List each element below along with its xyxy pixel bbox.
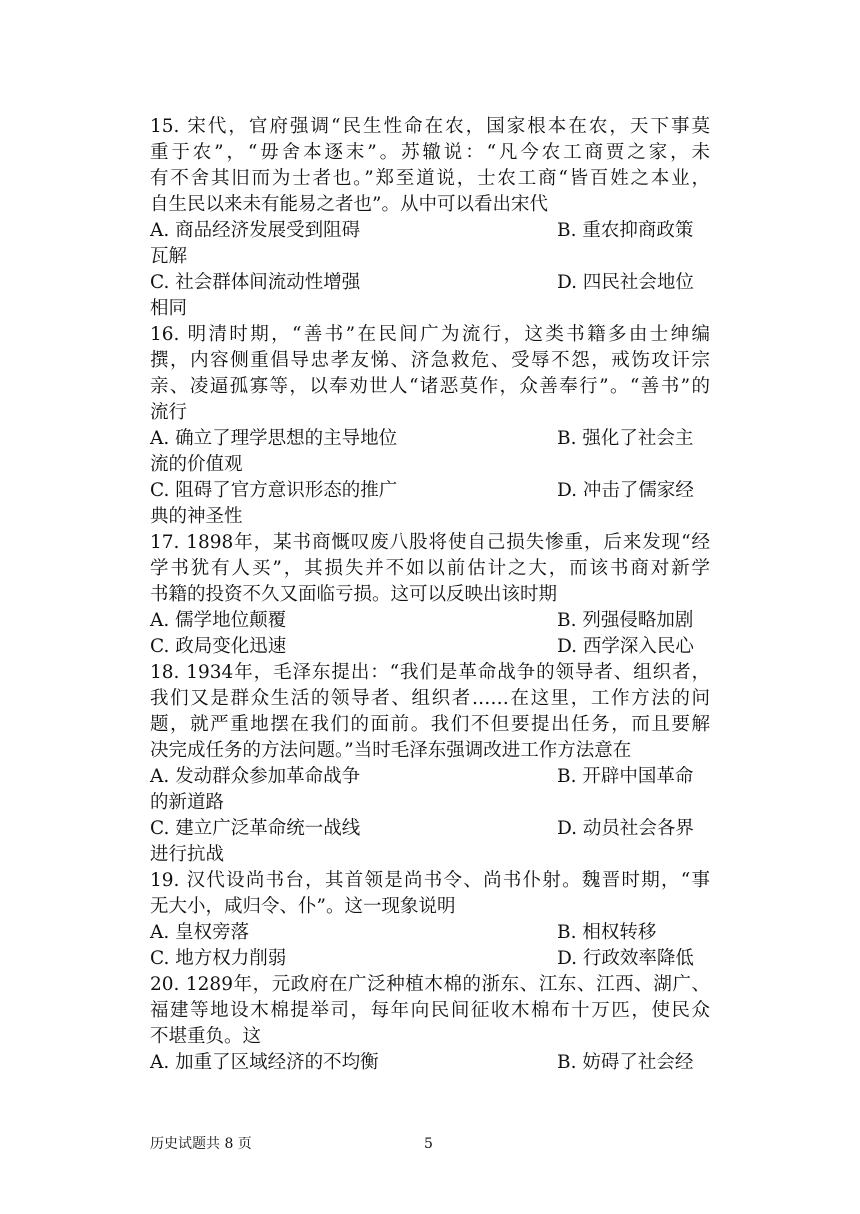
option-wrap-line: 的新道路 <box>150 792 225 813</box>
option-right: D. 冲击了儒家经 <box>557 480 694 501</box>
question-stem-line: 撰，内容侧重倡导忠孝友悌、济急救危、受辱不怨，戒饬攻讦宗 <box>150 350 710 371</box>
option-right: B. 相权转移 <box>557 922 657 943</box>
option-right: B. 强化了社会主 <box>557 428 694 449</box>
question-stem-line: 有不舍其旧而为士者也。”郑至道说，士农工商“皆百姓之本业， <box>150 168 710 189</box>
option-left: A. 儒学地位颠覆 <box>150 610 287 631</box>
option-wrap-line: 瓦解 <box>150 246 188 267</box>
option-right: D. 动员社会各界 <box>557 818 694 839</box>
option-row <box>150 920 710 946</box>
option-row <box>150 270 710 296</box>
option-row <box>150 816 710 842</box>
question-stem-line: 学书犹有人买”，其损失并不如以前估计之大，而该书商对新学 <box>150 558 710 579</box>
question-block <box>150 660 710 868</box>
question-stem-line: 15. 宋代，官府强调“民生性命在农，国家根本在农，天下事莫 <box>150 116 710 137</box>
option-right: D. 西学深入民心 <box>557 636 694 657</box>
question-stem-line: 18. 1934年，毛泽东提出：“我们是革命战争的领导者、组织者， <box>150 662 710 683</box>
question-stem-line: 20. 1289年，元政府在广泛种植木棉的浙东、江东、江西、湖广、 <box>150 974 710 995</box>
question-stem-line: 题，就严重地摆在我们的面前。我们不但要提出任务，而且要解 <box>150 714 710 735</box>
question-stem-line: 17. 1898年，某书商慨叹废八股将使自己损失惨重，后来发现“经 <box>150 532 710 553</box>
option-left: C. 建立广泛革命统一战线 <box>150 818 361 839</box>
option-row <box>150 1050 710 1076</box>
question-block <box>150 868 710 972</box>
question-stem-line: 书籍的投资不久又面临亏损。这可以反映出该时期 <box>150 584 558 605</box>
option-left: A. 发动群众参加革命战争 <box>150 766 361 787</box>
question-stem-line: 自生民以来未有能易之者也”。从中可以看出宋代 <box>150 194 548 215</box>
question-stem-line: 我们又是群众生活的领导者、组织者……在这里，工作方法的问 <box>150 688 710 709</box>
question-block <box>150 114 710 322</box>
question-stem-line: 19. 汉代设尚书台，其首领是尚书令、尚书仆射。魏晋时期，“事 <box>150 870 710 891</box>
option-left: A. 皇权旁落 <box>150 922 250 943</box>
option-wrap-line: 流的价值观 <box>150 454 243 475</box>
question-stem-line: 重于农”，“毋舍本逐末”。苏辙说：“凡今农工商贾之家，未 <box>150 142 710 163</box>
option-wrap-line: 相同 <box>150 298 188 319</box>
option-left: C. 社会群体间流动性增强 <box>150 272 361 293</box>
question-stem-line: 不堪重负。这 <box>150 1026 262 1047</box>
option-left: C. 地方权力削弱 <box>150 948 287 969</box>
option-row <box>150 426 710 452</box>
option-right: B. 重农抑商政策 <box>557 220 694 241</box>
option-left: C. 阻碍了官方意识形态的推广 <box>150 480 398 501</box>
option-wrap-line: 进行抗战 <box>150 844 225 865</box>
option-right: D. 行政效率降低 <box>557 948 694 969</box>
question-list <box>150 114 710 1076</box>
option-left: A. 确立了理学思想的主导地位 <box>150 428 398 449</box>
option-left: A. 商品经济发展受到阻碍 <box>150 220 361 241</box>
option-right: D. 四民社会地位 <box>557 272 694 293</box>
question-stem-line: 决完成任务的方法问题。”当时毛泽东强调改进工作方法意在 <box>150 740 632 761</box>
option-right: B. 妨碍了社会经 <box>557 1052 694 1073</box>
question-block <box>150 972 710 1076</box>
footer-total-pages: 历史试题共 8 页 <box>150 1136 252 1152</box>
option-right: B. 开辟中国革命 <box>557 766 694 787</box>
footer-page-number: 5 <box>424 1136 433 1152</box>
option-row <box>150 946 710 972</box>
option-left: A. 加重了区域经济的不均衡 <box>150 1052 379 1073</box>
question-stem-line: 流行 <box>150 402 188 423</box>
question-stem-line: 福建等地设木棉提举司，每年向民间征收木棉布十万匹，使民众 <box>150 1000 710 1021</box>
question-stem-line: 亲、凌逼孤寡等，以奉劝世人“诸恶莫作，众善奉行”。“善书”的 <box>150 376 710 397</box>
option-wrap-line: 典的神圣性 <box>150 506 243 527</box>
option-right: B. 列强侵略加剧 <box>557 610 694 631</box>
option-row <box>150 608 710 634</box>
question-stem-line: 16. 明清时期，“善书”在民间广为流行，这类书籍多由士绅编 <box>150 324 710 345</box>
option-row <box>150 764 710 790</box>
option-row <box>150 634 710 660</box>
question-stem-line: 无大小，咸归令、仆”。这一现象说明 <box>150 896 456 917</box>
question-block <box>150 530 710 660</box>
question-block <box>150 322 710 530</box>
option-row <box>150 478 710 504</box>
option-row <box>150 218 710 244</box>
option-left: C. 政局变化迅速 <box>150 636 287 657</box>
